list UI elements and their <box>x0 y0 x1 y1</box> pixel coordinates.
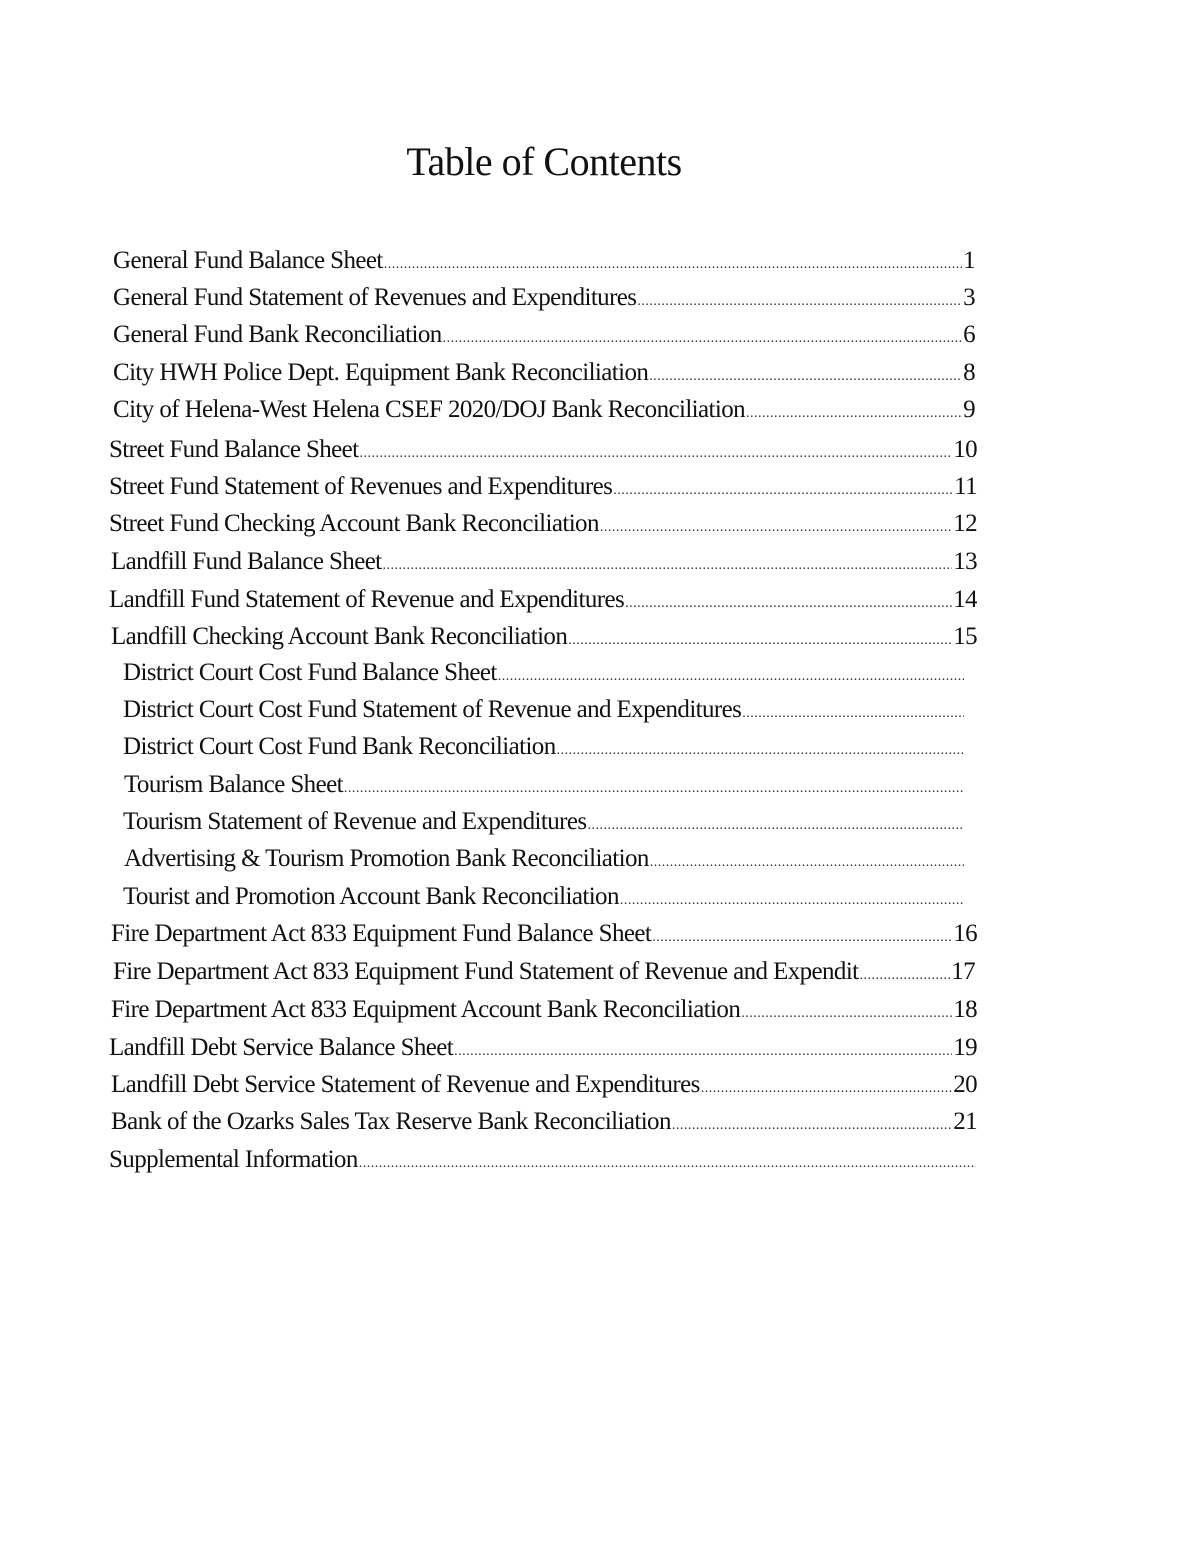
toc-dot-leader <box>568 621 952 654</box>
toc-entry[interactable] <box>111 545 977 579</box>
toc-entry[interactable] <box>109 470 977 504</box>
toc-dot-leader <box>443 319 962 352</box>
toc-entry[interactable] <box>111 917 977 951</box>
toc-entry[interactable] <box>111 993 977 1027</box>
toc-entry[interactable] <box>113 393 975 427</box>
toc-entry-label: Fire Department Act 833 Equipment Fund Statement of Revenue and Expendit <box>113 958 859 985</box>
toc-dot-leader <box>742 694 964 727</box>
toc-entry-label: Street Fund Statement of Revenues and Expenditures <box>109 473 613 500</box>
toc-dot-leader <box>557 731 964 764</box>
toc-entry-label: Landfill Checking Account Bank Reconciliation <box>111 623 568 650</box>
toc-dot-leader <box>652 918 952 951</box>
toc-entry-label: General Fund Balance Sheet <box>113 247 383 274</box>
toc-entry-label: Street Fund Balance Sheet <box>109 436 359 463</box>
toc-entry-label: Advertising & Tourism Promotion Bank Reconciliation <box>124 845 649 872</box>
toc-entry-label: Landfill Fund Statement of Revenue and Expenditures <box>109 586 625 613</box>
toc-entry-label: Landfill Debt Service Balance Sheet <box>109 1034 454 1061</box>
toc-dot-leader <box>672 1106 952 1139</box>
toc-entry[interactable] <box>113 955 975 989</box>
toc-entry[interactable] <box>109 1031 977 1065</box>
page-title: Table of Contents <box>406 139 682 184</box>
toc-page-number: 9 <box>963 396 975 423</box>
toc-dot-leader <box>746 394 962 427</box>
toc-page-number: 17 <box>951 958 975 985</box>
toc-dot-leader <box>613 471 953 504</box>
toc-page-number: 12 <box>953 510 977 537</box>
toc-entry[interactable] <box>109 1143 977 1177</box>
toc-page-number: 11 <box>954 473 977 500</box>
toc-page-number: 14 <box>953 586 977 613</box>
toc-dot-leader <box>383 546 953 579</box>
toc-entry-label: Tourist and Promotion Account Bank Reconciliation <box>123 883 619 910</box>
toc-dot-leader <box>498 657 964 690</box>
toc-page-number: 21 <box>953 1108 977 1135</box>
toc-entry-label: City of Helena-West Helena CSEF 2020/DOJ Bank Reconciliation <box>113 396 746 423</box>
toc-dot-leader <box>649 357 962 390</box>
toc-entry[interactable] <box>113 244 975 278</box>
toc-entry[interactable] <box>113 318 975 352</box>
toc-dot-leader <box>384 245 962 278</box>
toc-entry[interactable] <box>109 583 977 617</box>
toc-entry[interactable] <box>123 880 965 914</box>
toc-page-number: 6 <box>963 321 975 348</box>
toc-entry[interactable] <box>109 507 977 541</box>
toc-dot-leader <box>625 584 952 617</box>
toc-entry-label: District Court Cost Fund Balance Sheet <box>123 659 497 686</box>
toc-dot-leader <box>454 1032 952 1065</box>
toc-entry-label: General Fund Bank Reconciliation <box>113 321 442 348</box>
toc-entry[interactable] <box>109 433 977 467</box>
toc-entry[interactable] <box>113 356 975 390</box>
toc-page-number: 19 <box>953 1034 977 1061</box>
toc-entry[interactable] <box>123 693 965 727</box>
toc-entry-label: Street Fund Checking Account Bank Reconciliation <box>109 510 599 537</box>
toc-dot-leader <box>701 1069 952 1102</box>
toc-entry[interactable] <box>113 281 975 315</box>
toc-entry-label: District Court Cost Fund Statement of Revenue and Expenditures <box>123 696 742 723</box>
toc-page-number: 1 <box>963 247 975 274</box>
toc-entry-label: Fire Department Act 833 Equipment Account Bank Reconciliation <box>111 996 741 1023</box>
toc-entry-label: Bank of the Ozarks Sales Tax Reserve Bank Reconciliation <box>111 1108 671 1135</box>
toc-page-number: 3 <box>963 284 975 311</box>
toc-entry[interactable] <box>111 1105 977 1139</box>
toc-dot-leader <box>359 1144 976 1177</box>
toc-entry-label: Landfill Fund Balance Sheet <box>111 548 382 575</box>
toc-entry[interactable] <box>111 620 977 654</box>
toc-entry[interactable] <box>124 768 965 802</box>
toc-dot-leader <box>637 282 962 315</box>
toc-entry[interactable] <box>111 1068 977 1102</box>
toc-page-number: 8 <box>963 359 975 386</box>
toc-entry-label: Landfill Debt Service Statement of Revenue and Expenditures <box>111 1071 700 1098</box>
toc-entry[interactable] <box>123 656 965 690</box>
toc-page-number: 18 <box>953 996 977 1023</box>
toc-entry[interactable] <box>124 842 965 876</box>
toc-dot-leader <box>588 806 965 839</box>
toc-dot-leader <box>600 508 952 541</box>
toc-page-number: 13 <box>953 548 977 575</box>
toc-dot-leader <box>360 434 953 467</box>
toc-entry[interactable] <box>123 805 965 839</box>
toc-entry-label: Supplemental Information <box>109 1146 358 1173</box>
toc-dot-leader <box>344 769 964 802</box>
toc-entry-label: Fire Department Act 833 Equipment Fund Balance Sheet <box>111 920 652 947</box>
toc-page-number: 20 <box>953 1071 977 1098</box>
toc-entry-label: District Court Cost Fund Bank Reconciliation <box>123 733 556 760</box>
toc-entry-label: Tourism Statement of Revenue and Expenditures <box>123 808 587 835</box>
toc-entry-label: City HWH Police Dept. Equipment Bank Reconciliation <box>113 359 649 386</box>
toc-page-number: 15 <box>953 623 977 650</box>
toc-entry-label: General Fund Statement of Revenues and Expenditures <box>113 284 637 311</box>
toc-entry-label: Tourism Balance Sheet <box>124 771 343 798</box>
toc-dot-leader <box>741 994 952 1027</box>
toc-page-number: 10 <box>953 436 977 463</box>
toc-dot-leader <box>620 881 964 914</box>
toc-dot-leader <box>650 843 964 876</box>
toc-entry[interactable] <box>123 730 965 764</box>
toc-dot-leader <box>860 956 951 989</box>
toc-page-number: 16 <box>953 920 977 947</box>
